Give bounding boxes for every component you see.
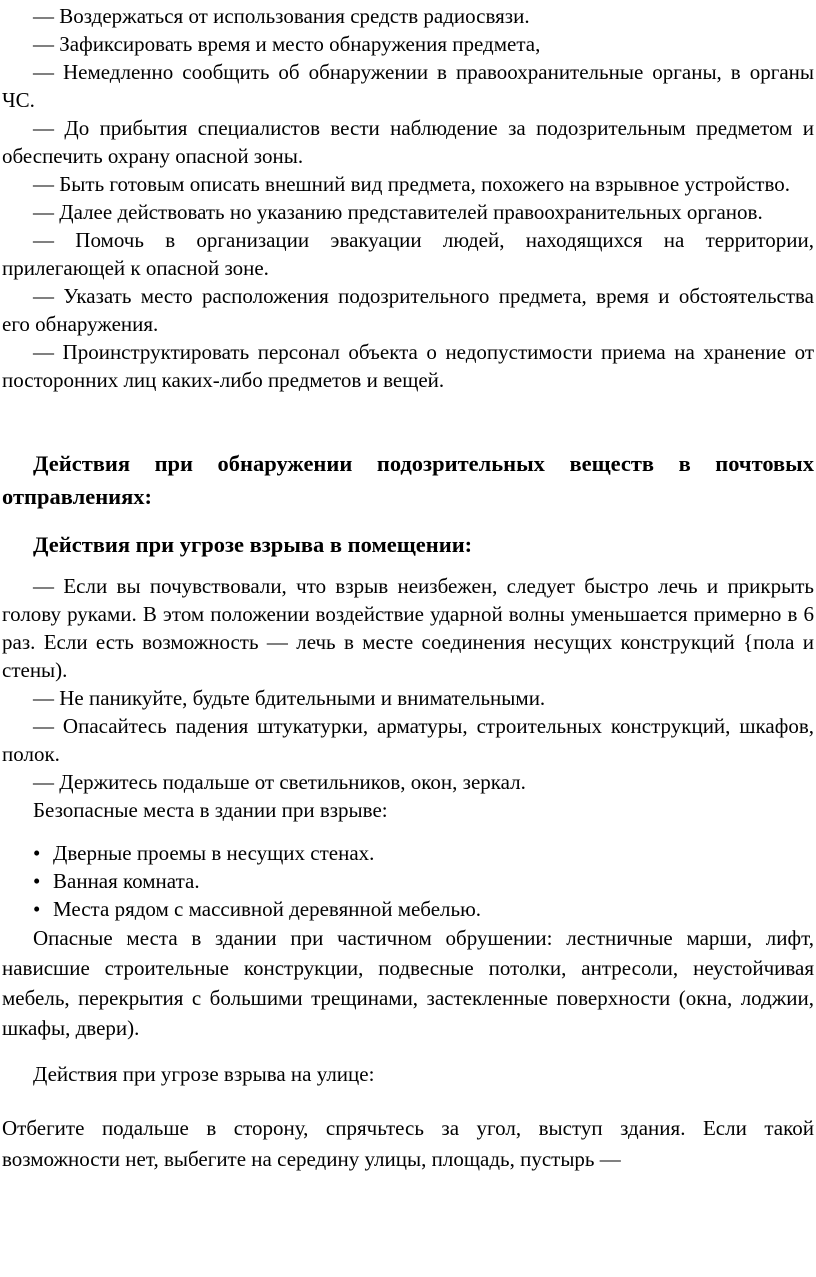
safe-places-list bbox=[2, 839, 814, 923]
list-item: — Опасайтесь падения штукатурки, арматуры, строительных конструкций, шкафов, полок. bbox=[2, 714, 814, 766]
dangerous-places-paragraph: Опасные места в здании при частичном обрушении: лестничные марши, лифт, нависшие строительные конструкции, подвесные потолки, антресоли, неустойчивая мебель, перекрытия с большими трещинами, застекленные поверхности (окна, лоджии, шкафы, двери). bbox=[2, 926, 814, 1040]
bullet-icon: • bbox=[33, 897, 41, 921]
heading-indoor: Действия при угрозе взрыва в помещении: bbox=[33, 532, 473, 557]
bullet-icon: • bbox=[33, 841, 41, 865]
list-item: — Держитесь подальше от светильников, окон, зеркал. bbox=[33, 770, 526, 794]
bullet-icon: • bbox=[33, 869, 41, 893]
list-item: — Помочь в организации эвакуации людей, находящихся на территории, прилегающей к опасной зоне. bbox=[2, 228, 814, 280]
list-item: — Зафиксировать время и место обнаружения предмета, bbox=[33, 32, 541, 56]
street-paragraph: Отбегите подальше в сторону, спрячьтесь за угол, выступ здания. Если такой возможности нет, выбегите на середину улицы, площадь, пустырь — bbox=[2, 1116, 814, 1171]
document-page bbox=[0, 2, 816, 1277]
heading-street: Действия при угрозе взрыва на улице: bbox=[33, 1062, 375, 1086]
list-item: — Воздержаться от использования средств радиосвязи. bbox=[33, 4, 530, 28]
list-item: — Указать место расположения подозрительного предмета, время и обстоятельства его обнаружения. bbox=[2, 284, 814, 336]
indoor-actions-list bbox=[2, 572, 814, 824]
bomb-actions-list bbox=[2, 2, 814, 394]
heading-postal: Действия при обнаружении подозрительных веществ в почтовых отправлениях: bbox=[2, 451, 814, 509]
list-item-text: Ванная комната. bbox=[53, 869, 200, 893]
list-item: — Немедленно сообщить об обнаружении в правоохранительные органы, в органы ЧС. bbox=[2, 60, 814, 112]
safe-places-intro: Безопасные места в здании при взрыве: bbox=[33, 798, 388, 822]
list-item bbox=[2, 895, 814, 923]
list-item bbox=[2, 839, 814, 867]
list-item-text: Дверные проемы в несущих стенах. bbox=[53, 841, 375, 865]
list-item: — Не паникуйте, будьте бдительными и внимательными. bbox=[33, 686, 546, 710]
list-item bbox=[2, 867, 814, 895]
list-item: — До прибытия специалистов вести наблюдение за подозрительным предметом и обеспечить охрану опасной зоны. bbox=[2, 116, 814, 168]
list-item: — Быть готовым описать внешний вид предмета, похожего на взрывное устройство. bbox=[33, 172, 790, 196]
list-item: — Проинструктировать персонал объекта о недопустимости приема на хранение от посторонних лиц каких-либо предметов и вещей. bbox=[2, 340, 814, 392]
list-item: — Далее действовать но указанию представителей правоохранительных органов. bbox=[33, 200, 763, 224]
list-item-text: Места рядом с массивной деревянной мебелью. bbox=[53, 897, 482, 921]
list-item: — Если вы почувствовали, что взрыв неизбежен, следует быстро лечь и прикрыть голову руками. В этом положении воздействие ударной волны уменьшается примерно в 6 раз. Если есть возможность — лечь в месте соединения несущих конструкций {пола и стены). bbox=[2, 574, 814, 682]
